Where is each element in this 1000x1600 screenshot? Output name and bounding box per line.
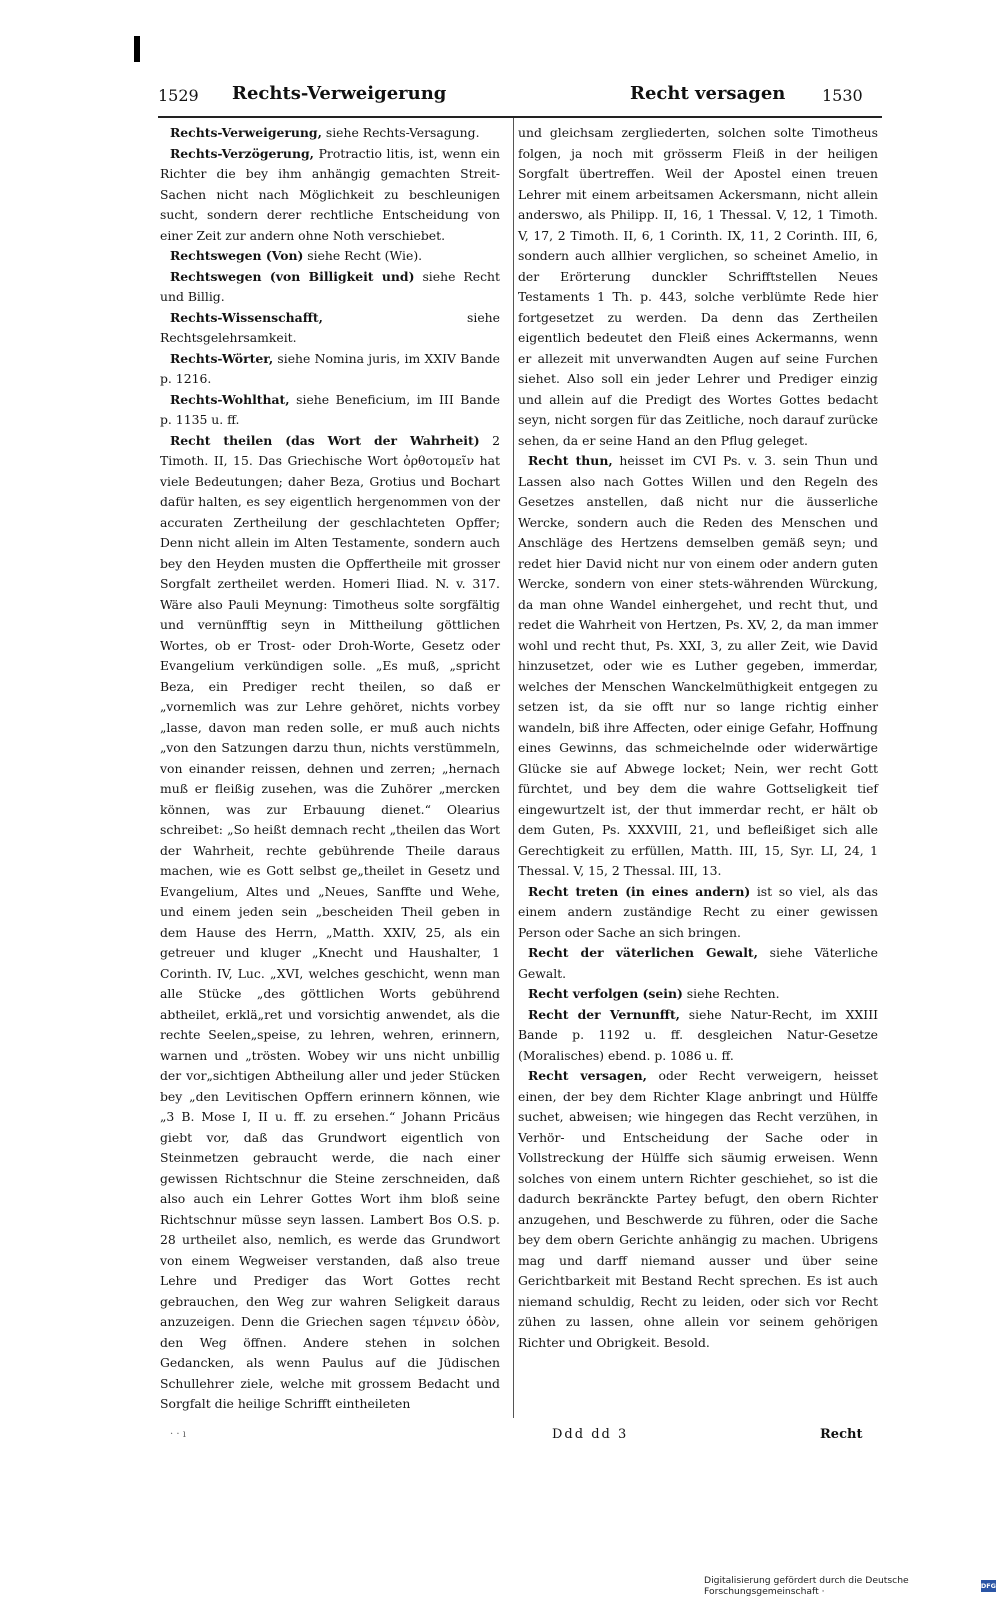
entry-text: siehe Recht und Billig. — [160, 268, 500, 304]
entry-keyword: Rechts-Wohlthat, — [170, 391, 290, 407]
entry — [518, 882, 878, 944]
entry-keyword: Rechts-Wörter, — [170, 350, 274, 366]
dfg-logo-icon: DFG — [980, 1582, 996, 1590]
entry-keyword: Rechts-Verzögerung, — [170, 145, 314, 161]
column-divider — [513, 118, 514, 1418]
entry-text: ist so viel, als das einem andern zuständige Recht zu einer gewissen Person oder Sache an sich bringen. — [518, 883, 878, 940]
entry — [518, 1066, 878, 1353]
entry — [160, 144, 500, 247]
left-column — [160, 123, 500, 1415]
running-title-left: Rechts-Verweigerung — [232, 83, 447, 104]
entry-text: siehe Natur-Recht, im XXIII Bande p. 1192 u. ff. desgleichen Natur-Gesetze (Moralisches) ebend. p. 1086 u. ff. — [518, 1006, 878, 1063]
credit-text: Digitalisierung gefördert durch die Deutsche Forschungsgemeinschaft · — [704, 1575, 909, 1597]
signature-mark: Ddd dd 3 — [552, 1427, 629, 1442]
entry-text: 2 Timoth. II, 15. Das Griechische Wort ὀρθοτομεῖν hat viele Bedeutungen; daher Beza, Grotius und Bochart dafür halten, es sey eigentlich hergenommen von der accuraten Zertheilung der geschlachteten Opffer; Denn nicht allein im Alten Testamente, sondern auch bey den Heyden musten die Opffertheile mit grosser Sorgfalt zertheilet werden. Homeri Iliad. N. v. 317. Wäre also Pauli Meynung: Timotheus solte sorgfältig und vernünfftig seyn in Mittheilung göttlichen Wortes, ob er Trost- oder Droh-Worte, Gesetz oder Evangelium verkündigen solle. „Es muß, „spricht Beza, ein Prediger recht theilen, so daß er „vornemlich was zur Lehre gehöret, nichts vorbey „lasse, davon man reden solle, er muß auch nichts „von den Satzungen darzu thun, nichts verstümmeln, von einander reissen, dehnen und zerren; „hernach muß er fleißig zusehen, was die Zuhörer „mercken können, was zur Erbauung dienet.“ Olearius schreibet: „So heißt demnach recht „theilen das Wort der Wahrheit, rechte gebührende Theile daraus machen, wie es Gott selbst ge„theilet in Gesetz und Evangelium, Altes und „Neues, Sanffte und Wehe, und einem jeden sein „bescheiden Theil geben in dem Hause des Herrn, „Matth. XXIV, 25, als ein getreuer und kluger „Knecht und Haushalter, 1 Corinth. IV, Luc. „XVI, welches geschicht, wenn man alle Stücke „des göttlichen Worts gebührend abtheilet, erklä„ret und vorsichtig anwendet, als die rechte Seelen„speise, zu lehren, wehren, erinnern, warnen und „trösten. Wobey wir uns nicht unbillig der vor„sichtigen Abtheilung aller und jeder Stücken bey „den Levitischen Opffern erinnern können, wie „3 B. Mose I, II u. ff. zu ersehen.“ Johann Pricäus giebt vor, daß das Grundwort eigentlich von Steinmetzen gebraucht werde, die nach einer gewissen Richtschnur die Steine zerschneiden, daß also auch ein Lehrer Gottes Wort ihm bloß seine Richtschnur müsse seyn lassen. Lambert Bos O.S. p. 28 urtheilet also, nemlich, es werde das Grundwort von einem Wegweiser verstanden, daß also treue Lehre und Prediger das Wort Gottes recht gebrauchen, den Weg zur wahren Seligkeit daraus anzuzeigen. Denn die Griechen sagen τέμνειν ὁδὸν, den Weg öffnen. Andere stehen in solchen Gedancken, als wenn Paulus auf die Jüdischen Schullehrer ziele, welche mit grossem Bedacht und Sorgfalt die heilige Schrifft eintheileten — [160, 432, 501, 1411]
entry-keyword: Recht thun, — [528, 453, 613, 468]
right-column — [518, 123, 878, 1353]
entry-text: siehe Nomina juris, im XXIV Bande p. 1216. — [160, 350, 500, 386]
entry-keyword: Recht versagen, — [528, 1068, 647, 1083]
entry-text: siehe Rechten. — [682, 986, 780, 1001]
entry-keyword: Rechts-Wissenschafft, — [170, 309, 323, 325]
entry-text: siehe Beneficium, im III Bande p. 1135 u. ff. — [160, 391, 500, 427]
entry-keyword: Recht der väterlichen Gewalt, — [528, 945, 758, 960]
catchword: Recht — [820, 1427, 863, 1442]
footer-marks: · · ı — [170, 1429, 186, 1440]
entry-continuation — [518, 123, 878, 451]
entry-keyword: Recht verfolgen (sein) — [528, 986, 683, 1001]
entry-keyword: Recht der Vernunfft, — [528, 1006, 680, 1022]
page-number-left: 1529 — [158, 86, 199, 105]
entry — [160, 123, 500, 144]
page-footer — [160, 1427, 880, 1451]
entry-text: siehe Rechts-Versagung. — [321, 125, 480, 140]
entry-text: siehe Väterliche Gewalt. — [518, 945, 878, 981]
entry-text: siehe Rechtsgelehrsamkeit. — [160, 309, 500, 345]
entry-keyword: Rechts-Verweigerung, — [170, 125, 322, 140]
entry — [160, 308, 500, 349]
header-rule — [158, 116, 882, 118]
running-title-right: Recht versagen — [630, 83, 786, 104]
entry-keyword: Rechtswegen (von Billigkeit und) — [170, 268, 415, 284]
running-header — [150, 80, 890, 108]
entry-keyword: Recht treten (in eines andern) — [528, 883, 751, 899]
entry — [518, 451, 878, 882]
entry — [160, 390, 500, 431]
entry-text: und gleichsam zergliederten, solchen solte Timotheus folgen, ja noch mit grösserm Fleiß in der heiligen Sorgfalt übertreffen. Weil der Apostel einen treuen Lehrer mit einem arbeitsamen Ackersmann, nicht allein anderswo, als Philipp. II, 16, 1 Thessal. V, 12, 1 Timoth. V, 17, 2 Timoth. II, 6, 1 Corinth. IX, 11, 2 Corinth. III, 6, sondern auch allhier verglichen, so scheinet Amelio, in der Erörterung dunckler Schrifftstellen Neues Testaments 1 Th. p. 443, solche verblümte Rede hier fortgesetzet zu werden. Da denn das Zertheilen eigentlich bedeutet den Fleiß eines Ackermanns, wenn er allezeit mit unverwandten Augen auf seine Furchen siehet. Also soll ein jeder Lehrer und Prediger einzig und allein auf die Predigt des Wortes Gottes bedacht seyn, nicht sorgen für das Zeitliche, noch darauf zurücke sehen, da er seine Hand an den Pflug geleget. — [518, 125, 878, 448]
entry — [518, 984, 878, 1005]
entry-keyword: Recht theilen (das Wort der Wahrheit) — [170, 432, 480, 448]
entry — [518, 1005, 878, 1067]
entry — [160, 246, 500, 267]
entry-text: siehe Recht (Wie). — [303, 248, 423, 263]
entry-text: heisset im CVI Ps. v. 3. sein Thun und Lassen also nach Gottes Willen und den Regeln des Gesetzes anstellen, daß nicht nur die äusserliche Wercke, sondern auch die Reden des Menschen und Anschläge des Hertzens demselben gemäß seyn; und redet hier David nicht nur von einem oder andern guten Wercke, sondern von einer stets-währenden Würckung, da man ohne Wandel einhergehet, und recht thut, und redet die Wahrheit von Hertzen, Ps. XV, 2, da man immer wohl und recht thut, Ps. XXI, 3, zu aller Zeit, wie David hinzusetzet, oder wie es Luther gegeben, immerdar, welches der Menschen Wanckelmüthigkeit entgegen zu setzen ist, da sie offt nur so lange richtig einher wandeln, biß ihre Affecten, oder einige Gefahr, Hoffnung eines Gewinns, das schmeichelnde oder widerwärtige Glücke sie auf Abwege locket; Nein, wer recht Gott fürchtet, und bey dem die wahre Gottseligkeit tief eingewurtzelt ist, der thut immerdar recht, er hält ob dem Guten, Ps. XXXVIII, 21, und befleißiget sich alle Gerechtigkeit zu erfüllen, Matth. III, 15, Syr. LI, 24, 1 Thessal. V, 15, 2 Thessal. III, 13. — [518, 453, 878, 878]
entry-text: Protractio litis, ist, wenn ein Richter die bey ihm anhängig gemachten Streit-Sachen nicht nach Möglichkeit zu beschleunigen sucht, sondern derer rechtliche Entscheidung von einer Zeit zur andern ohne Noth verschiebet. — [160, 145, 500, 243]
entry-keyword: Rechtswegen (Von) — [170, 248, 304, 263]
page-number-right: 1530 — [822, 86, 863, 105]
entry — [160, 349, 500, 390]
digitization-credit — [704, 1575, 996, 1597]
entry-text: oder Recht verweigern, heisset einen, der bey dem Richter Klage anbringt und Hülffe suchet, abweisen; wie hingegen das Recht verzühen, in Verhör- und Entscheidung der Sache oder in Vollstreckung der Hülffe sich säumig erweisen. Wenn solches von einem untern Richter geschiehet, so ist die dadurch beкränckte Partey befugt, den obern Richter anzugehen, und Beschwerde zu führen, oder die Sache bey dem obern Gerichte anhängig zu machen. Ubrigens mag und darff niemand ausser und über seine Gerichtbarkeit mit Bestand Recht sprechen. Es ist auch niemand schuldig, Recht zu leiden, oder sich vor Recht zühen zu lassen, ohne allein vor seinem gehörigen Richter und Obrigkeit. Besold. — [518, 1068, 878, 1350]
entry — [160, 267, 500, 308]
entry — [160, 431, 500, 1415]
binding-mark — [134, 36, 140, 62]
entry — [518, 943, 878, 984]
